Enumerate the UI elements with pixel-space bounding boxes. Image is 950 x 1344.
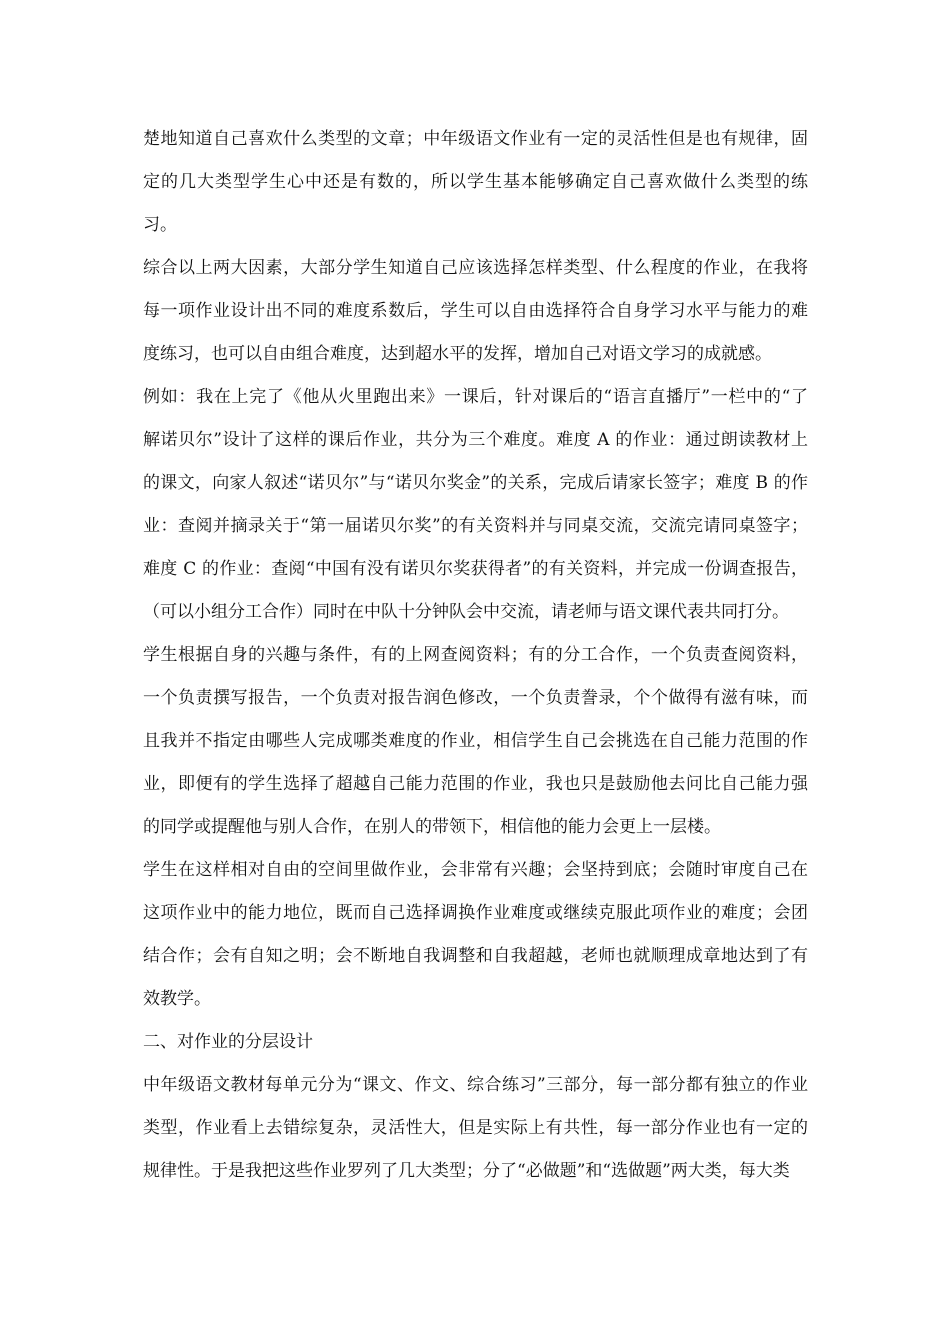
text-line: 二、对作业的分层设计 — [143, 1032, 313, 1052]
text-line: （可以小组分工合作）同时在中队十分钟队会中交流，请老师与语文课代表共同打分。 — [143, 602, 789, 622]
para-preference-ending — [143, 118, 808, 247]
text-line: 规律性。于是我把这些作业罗列了几大类型；分了“必做题”和“选做题”两大类，每大类 — [143, 1161, 790, 1181]
text-line: 每一项作业设计出不同的难度系数后，学生可以自由选择符合自身学习水平与能力的难 — [143, 301, 808, 321]
text-line: 且我并不指定由哪些人完成哪类难度的作业，相信学生自己会挑选在自己能力范围的作 — [143, 731, 808, 751]
text-line: 的课文，向家人叙述“诺贝尔”与“诺贝尔奖金”的关系，完成后请家长签字；难度 B 的作 — [143, 473, 808, 493]
text-line: 难度 C 的作业：查阅“中国有没有诺贝尔奖获得者”的有关资料，并完成一份调查报告， — [143, 559, 808, 579]
text-line: 楚地知道自己喜欢什么类型的文章；中年级语文作业有一定的灵活性但是也有规律，固 — [143, 129, 808, 149]
text-line: 解诺贝尔”设计了这样的课后作业，共分为三个难度。难度 A 的作业：通过朗读教材上 — [143, 430, 808, 450]
text-line: 例如：我在上完了《他从火里跑出来》一课后，针对课后的“语言直播厅”一栏中的“了 — [143, 387, 808, 407]
section-heading-layered-design — [143, 1021, 808, 1064]
text-line: 度练习，也可以自由组合难度，达到超水平的发挥，增加自己对语文学习的成就感。 — [143, 344, 772, 364]
text-line: 学生在这样相对自由的空间里做作业，会非常有兴趣；会坚持到底；会随时审度自己在 — [143, 860, 808, 880]
para-example — [143, 376, 808, 634]
text-line: 的同学或提醒他与别人合作，在别人的带领下，相信他的能力会更上一层楼。 — [143, 817, 721, 837]
text-line: 业：查阅并摘录关于“第一届诺贝尔奖”的有关资料并与同桌交流，交流完请同桌签字； — [143, 516, 808, 536]
text-line: 习。 — [143, 215, 177, 235]
text-line: 一个负责撰写报告，一个负责对报告润色修改，一个负责誊录，个个做得有滋有味，而 — [143, 688, 808, 708]
text-line: 类型，作业看上去错综复杂，灵活性大，但是实际上有共性，每一部分作业也有一定的 — [143, 1118, 808, 1138]
text-line: 这项作业中的能力地位，既而自己选择调换作业难度或继续克服此项作业的难度；会团 — [143, 903, 808, 923]
text-line: 结合作；会有自知之明；会不断地自我调整和自我超越，老师也就顺理成章地达到了有 — [143, 946, 808, 966]
body-text — [143, 118, 808, 1193]
text-line: 中年级语文教材每单元分为“课文、作文、综合练习”三部分，每一部分都有独立的作业 — [143, 1075, 808, 1095]
text-line: 业，即便有的学生选择了超越自己能力范围的作业，我也只是鼓励他去问比自己能力强 — [143, 774, 808, 794]
para-student-response — [143, 634, 808, 849]
para-textbook-structure — [143, 1064, 808, 1193]
text-line: 学生根据自身的兴趣与条件，有的上网查阅资料；有的分工合作，一个负责查阅资料， — [143, 645, 808, 665]
para-outcome — [143, 849, 808, 1021]
para-summary — [143, 247, 808, 376]
text-line: 综合以上两大因素，大部分学生知道自己应该选择怎样类型、什么程度的作业，在我将 — [143, 258, 808, 278]
text-line: 定的几大类型学生心中还是有数的，所以学生基本能够确定自己喜欢做什么类型的练 — [143, 172, 808, 192]
text-line: 效教学。 — [143, 989, 211, 1009]
